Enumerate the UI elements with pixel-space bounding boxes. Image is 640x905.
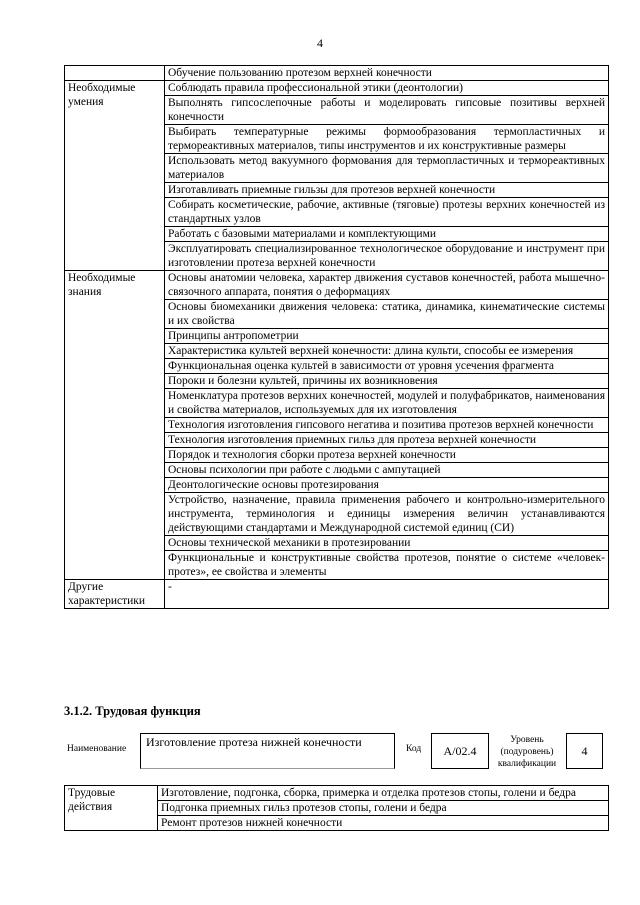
other-label: Другие характеристики <box>65 580 165 609</box>
knowledge-item: Деонтологические основы протезирования <box>165 478 609 493</box>
knowledge-item: Принципы антропометрии <box>165 329 609 344</box>
requirements-table <box>64 65 609 609</box>
table-row <box>65 271 609 300</box>
code-label: Код <box>406 744 422 754</box>
table-row <box>65 580 609 609</box>
knowledge-item: Характеристика культей верхней конечности: длина культи, способы ее измерения <box>165 344 609 359</box>
skill-item: Соблюдать правила профессиональной этики (деонтологии) <box>165 81 609 96</box>
knowledge-item: Основы технической механики в протезировании <box>165 536 609 551</box>
skills-label: Необходимые умения <box>65 81 165 271</box>
action-item: Изготовление, подгонка, сборка, примерка и отделка протезов стопы, голени и бедра <box>158 786 609 801</box>
knowledge-item: Устройство, назначение, правила применения рабочего и контрольно-измерительного инструмента, терминология и единицы измерения величин устанавливаются действующими стандартами и Международной системой единиц (СИ) <box>165 493 609 536</box>
skill-item: Использовать метод вакуумного формования для термопластичных и термореактивных материалов <box>165 154 609 183</box>
empty-label-cell <box>65 66 165 81</box>
other-value: - <box>165 580 609 609</box>
code-value: A/02.4 <box>431 733 489 769</box>
skill-item: Эксплуатировать специализированное технологическое оборудование и инструмент при изготовлении протеза верхней конечности <box>165 242 609 271</box>
knowledge-item: Основы анатомии человека, характер движения суставов конечностей, работа мышечно-связочного аппарата, понятия о деформациях <box>165 271 609 300</box>
top-row-cell: Обучение пользованию протезом верхней конечности <box>165 66 609 81</box>
knowledge-item: Технология изготовления приемных гильз для протеза верхней конечности <box>165 433 609 448</box>
knowledge-item: Номенклатура протезов верхних конечностей, модулей и полуфабрикатов, наименования и свойства материалов, используемых для их изготовления <box>165 389 609 418</box>
level-value: 4 <box>566 733 603 769</box>
knowledge-item: Технология изготовления гипсового негатива и позитива протезов верхней конечности <box>165 418 609 433</box>
name-label: Наименование <box>67 744 127 754</box>
skill-item: Работать с базовыми материалами и комплектующими <box>165 227 609 242</box>
knowledge-item: Порядок и технология сборки протеза верхней конечности <box>165 448 609 463</box>
actions-table <box>64 785 609 831</box>
skill-item: Собирать косметические, рабочие, активные (тяговые) протезы верхних конечностей из стандартных узлов <box>165 198 609 227</box>
section-heading: 3.1.2. Трудовая функция <box>64 704 201 718</box>
skill-item: Выбирать температурные режимы формообразования термопластичных и термореактивных материалов, типы инструментов и их конструктивные размеры <box>165 125 609 154</box>
actions-label: Трудовые действия <box>65 786 158 831</box>
action-item: Ремонт протезов нижней конечности <box>158 816 609 831</box>
name-value: Изготовление протеза нижней конечности <box>140 733 395 769</box>
action-item: Подгонка приемных гильз протезов стопы, голени и бедра <box>158 801 609 816</box>
knowledge-item: Пороки и болезни культей, причины их возникновения <box>165 374 609 389</box>
knowledge-item: Основы психологии при работе с людьми с ампутацией <box>165 463 609 478</box>
page-number: 4 <box>317 36 323 50</box>
knowledge-item: Функциональная оценка культей в зависимости от уровня усечения фрагмента <box>165 359 609 374</box>
skill-item: Выполнять гипсослепочные работы и моделировать гипсовые позитивы верхней конечности <box>165 96 609 125</box>
knowledge-item: Основы биомеханики движения человека: статика, динамика, кинематические системы и их свойства <box>165 300 609 329</box>
knowledge-item: Функциональные и конструктивные свойства протезов, понятие о системе «человек-протез», ее свойства и элементы <box>165 551 609 580</box>
level-label: Уровень (подуровень) квалификации <box>497 735 557 769</box>
skill-item: Изготавливать приемные гильзы для протезов верхней конечности <box>165 183 609 198</box>
table-row <box>65 786 609 801</box>
knowledge-label: Необходимые знания <box>65 271 165 580</box>
table-row <box>65 66 609 81</box>
table-row <box>65 81 609 96</box>
